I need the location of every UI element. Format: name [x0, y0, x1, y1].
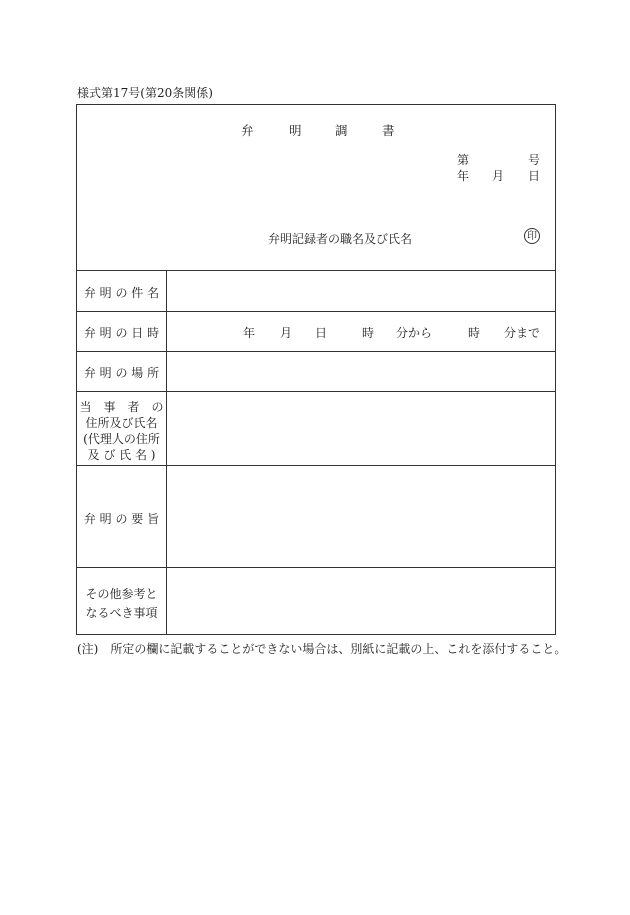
subject-label: 弁 明 の 件 名: [83, 286, 160, 300]
recorder-label: 弁明記録者の職名及び氏名: [268, 232, 413, 246]
datetime-label: 弁 明 の 日 時: [83, 326, 160, 340]
row-divider: [76, 351, 556, 352]
column-divider: [166, 270, 167, 635]
row-divider: [76, 270, 556, 271]
datetime-minute-from: 分から: [396, 326, 433, 340]
row-divider: [76, 465, 556, 466]
footnote: (注) 所定の欄に記載することができない場合は、別紙に記載の上、これを添付すること。: [77, 642, 567, 656]
datetime-hour-to: 時: [468, 326, 481, 340]
other-label-line-1: その他参考と: [85, 587, 158, 601]
place-label: 弁 明 の 場 所: [83, 366, 160, 380]
datetime-hour-from: 時: [362, 326, 375, 340]
party-label-line-3: (代理人の住所: [83, 432, 160, 446]
datetime-month: 月: [280, 326, 293, 340]
number-prefix: 第: [457, 153, 470, 167]
title-char-4: 書: [382, 123, 395, 138]
title-char-3: 調: [335, 123, 348, 138]
party-label-line-1: 当 事 者 の: [79, 400, 164, 414]
form-number-label: 様式第17号(第20条関係): [77, 86, 213, 100]
date-month: 月: [492, 169, 505, 183]
gist-label: 弁 明 の 要 旨: [83, 512, 160, 526]
party-label-line-2: 住所及び氏名: [85, 416, 158, 430]
date-year: 年: [457, 169, 470, 183]
title-char-2: 明: [289, 123, 302, 138]
row-divider: [76, 567, 556, 568]
row-divider: [76, 391, 556, 392]
seal-mark: 印: [524, 228, 540, 244]
datetime-day: 日: [315, 326, 328, 340]
datetime-minute-to: 分まで: [504, 326, 541, 340]
party-label-line-4: 及 び 氏 名 ): [87, 448, 156, 462]
date-day: 日: [528, 169, 541, 183]
title-char-1: 弁: [241, 123, 254, 138]
datetime-year: 年: [243, 326, 256, 340]
row-divider: [76, 311, 556, 312]
number-suffix: 号: [528, 153, 541, 167]
other-label-line-2: なるべき事項: [85, 606, 158, 620]
